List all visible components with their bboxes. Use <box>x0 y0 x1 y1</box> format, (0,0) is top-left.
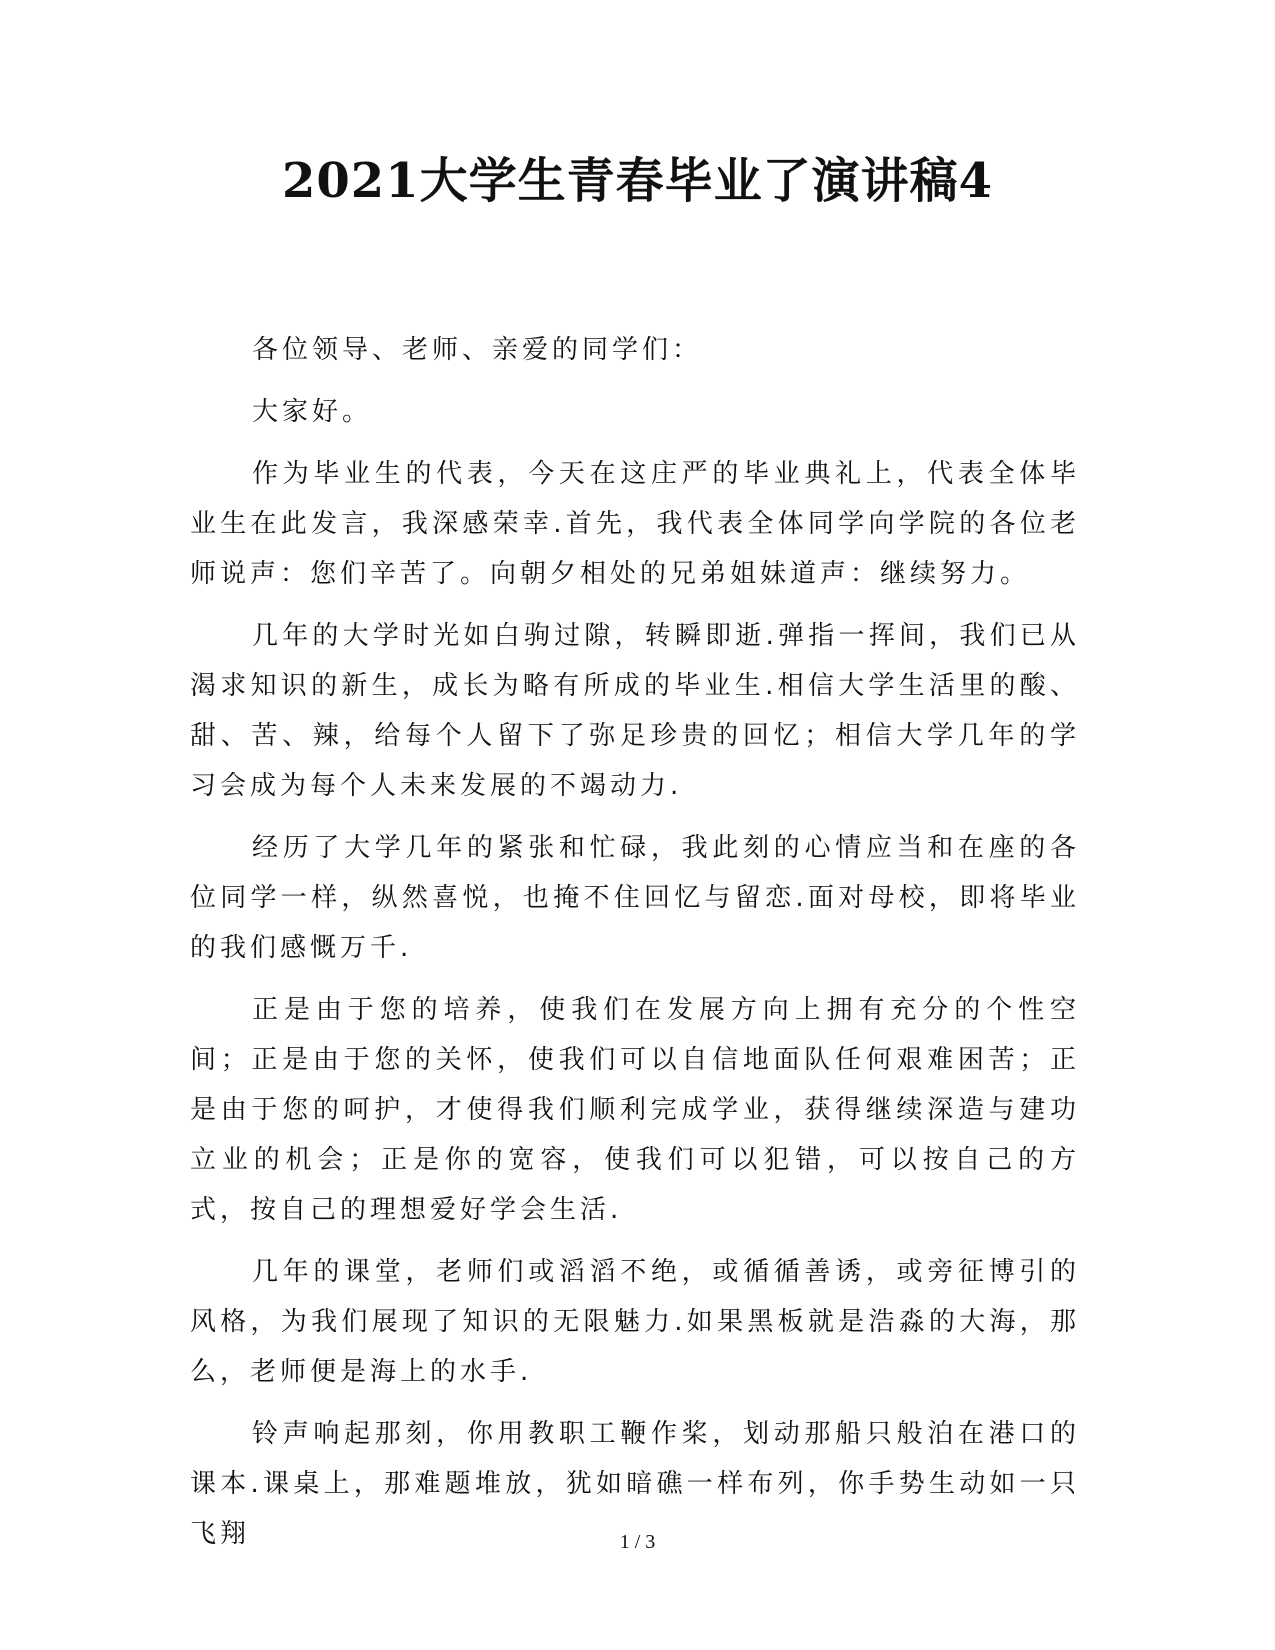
paragraph: 几年的课堂，老师们或滔滔不绝，或循循善诱，或旁征博引的风格，为我们展现了知识的无限魅力.如果黑板就是浩淼的大海，那么，老师便是海上的水手. <box>190 1257 1080 1387</box>
paragraph: 经历了大学几年的紧张和忙碌，我此刻的心情应当和在座的各位同学一样，纵然喜悦，也掩不住回忆与留恋.面对母校，即将毕业的我们感慨万千. <box>190 833 1080 963</box>
document-body <box>190 325 1080 1571</box>
paragraph: 铃声响起那刻，你用教职工鞭作桨，划动那船只般泊在港口的课本.课桌上，那难题堆放，犹如暗礁一样布列，你手势生动如一只飞翔 <box>190 1419 1080 1549</box>
paragraph-greeting: 大家好。 <box>252 397 373 427</box>
paragraph: 正是由于您的培养，使我们在发展方向上拥有充分的个性空间；正是由于您的关怀，使我们可以自信地面队任何艰难困苦；正是由于您的呵护，才使得我们顺利完成学业，获得继续深造与建功立业的机会；正是你的宽容，使我们可以犯错，可以按自己的方式，按自己的理想爱好学会生活. <box>190 995 1080 1225</box>
page-number: 1 / 3 <box>619 1531 656 1553</box>
document-title: 2021大学生青春毕业了演讲稿4 <box>282 153 993 209</box>
paragraph: 作为毕业生的代表，今天在这庄严的毕业典礼上，代表全体毕业生在此发言，我深感荣幸.首先，我代表全体同学向学院的各位老师说声：您们辛苦了。向朝夕相处的兄弟姐妹道声：继续努力。 <box>190 459 1080 589</box>
paragraph-salutation: 各位领导、老师、亲爱的同学们： <box>252 335 703 365</box>
paragraph: 几年的大学时光如白驹过隙，转瞬即逝.弹指一挥间，我们已从渴求知识的新生，成长为略有所成的毕业生.相信大学生活里的酸、甜、苦、辣，给每个人留下了弥足珍贵的回忆；相信大学几年的学习会成为每个人未来发展的不竭动力. <box>190 621 1080 801</box>
